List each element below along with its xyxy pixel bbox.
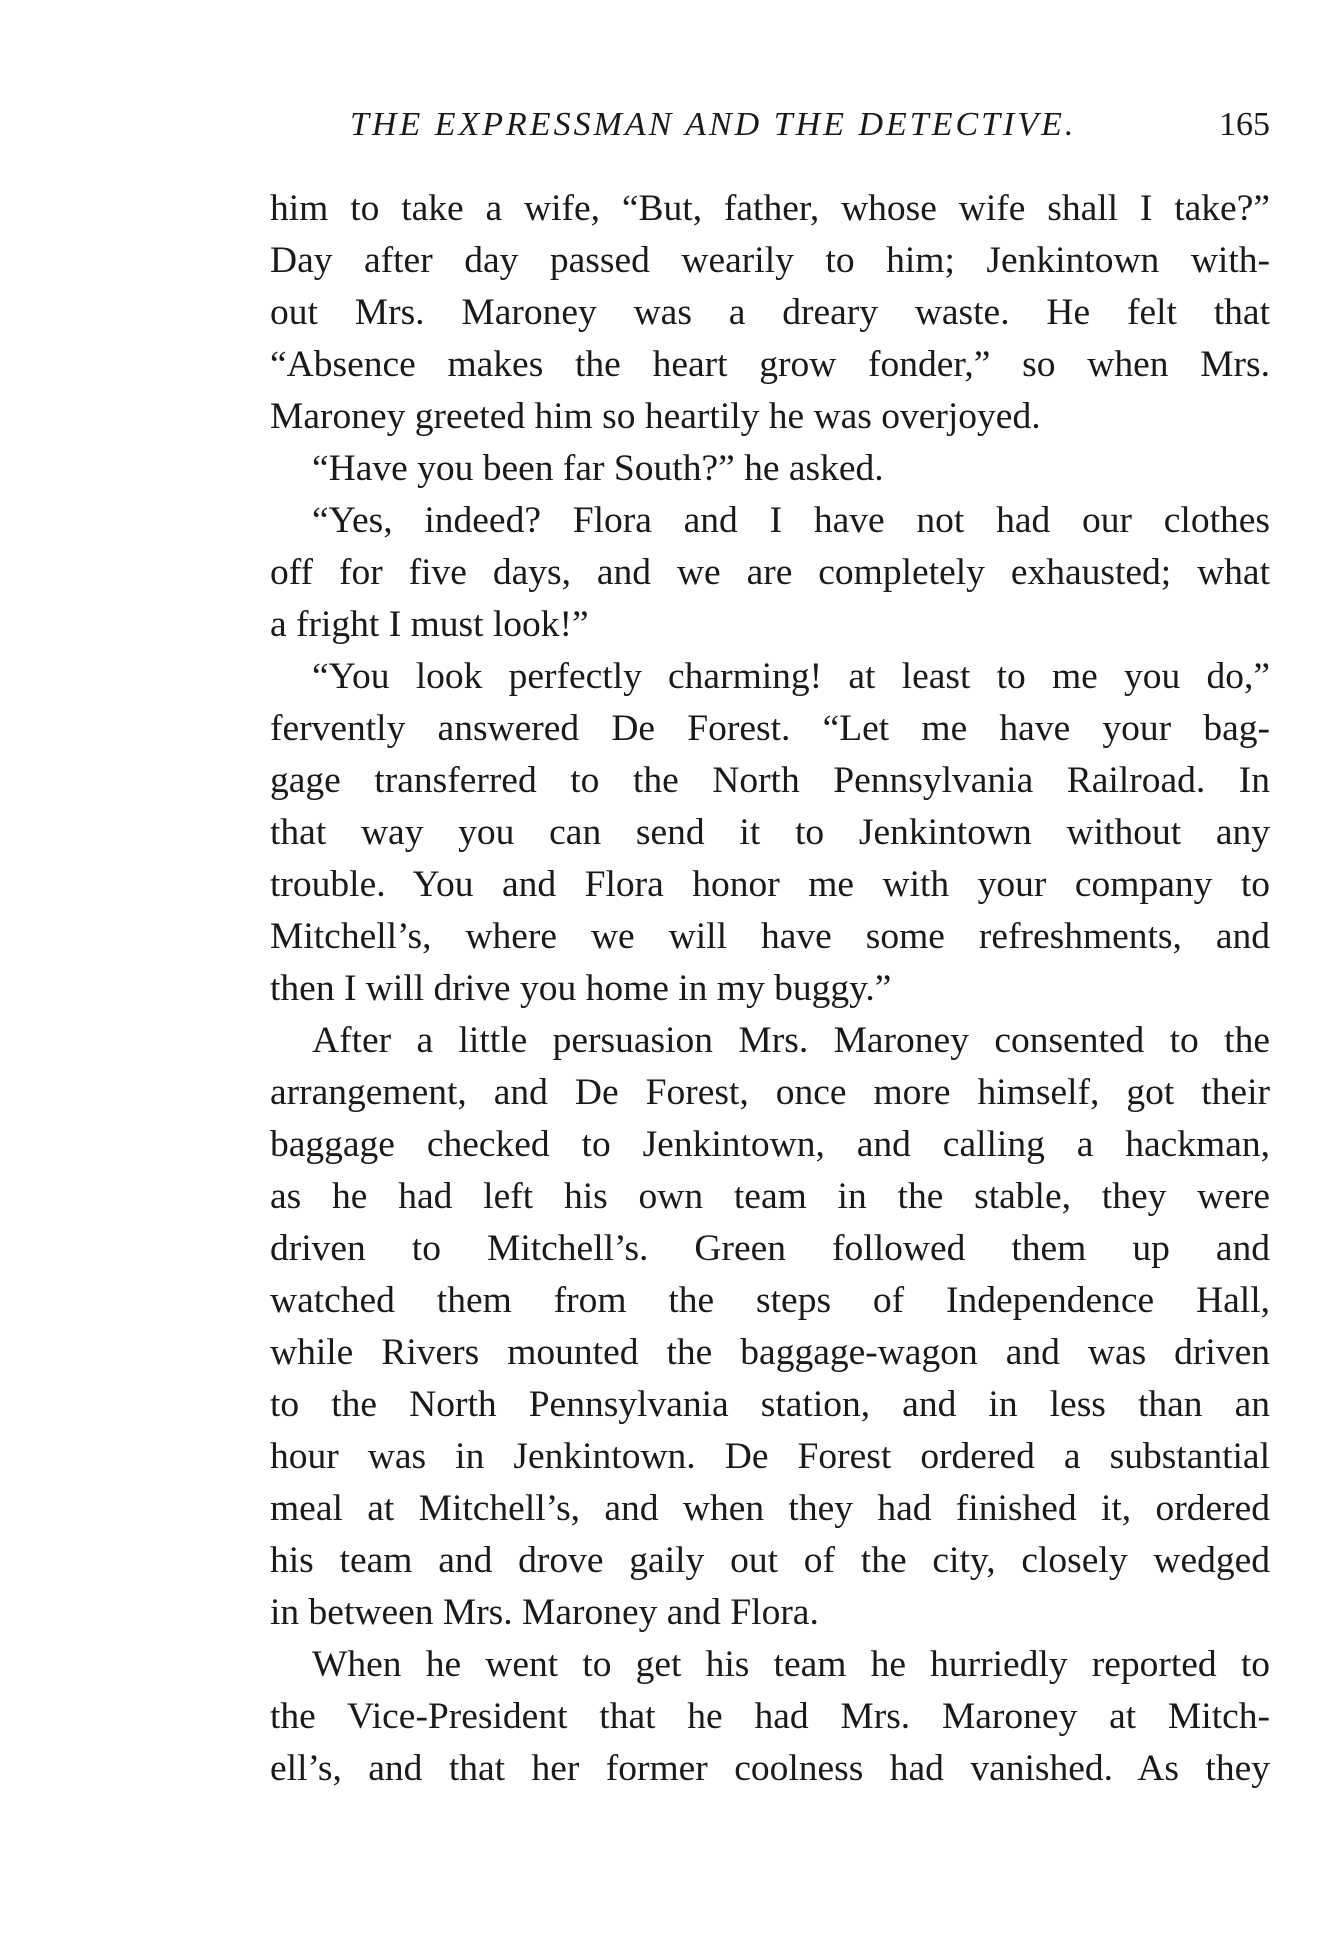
text-line: When he went to get his team he hurriedly reported to: [312, 1644, 1270, 1685]
chapter-title: THE EXPRESSMAN AND THE DETECTIVE.: [350, 106, 1077, 143]
text-line: baggage checked to Jenkintown, and calling a hackman,: [270, 1124, 1270, 1165]
text-line: Mitchell’s, where we will have some refreshments, and: [270, 916, 1270, 957]
text-line: while Rivers mounted the baggage-wagon and was driven: [270, 1332, 1270, 1373]
text-line: the Vice-President that he had Mrs. Maroney at Mitch-: [270, 1696, 1270, 1737]
text-line: gage transferred to the North Pennsylvania Railroad. In: [270, 760, 1270, 801]
text-line: that way you can send it to Jenkintown without any: [270, 812, 1270, 853]
text-line: him to take a wife, “But, father, whose wife shall I take?”: [270, 188, 1270, 229]
text-line: trouble. You and Flora honor me with your company to: [270, 864, 1270, 905]
text-line: then I will drive you home in my buggy.”: [270, 968, 892, 1009]
running-head: [350, 106, 1270, 156]
text-line: off for five days, and we are completely exhausted; what: [270, 552, 1270, 593]
text-line: ell’s, and that her former coolness had vanished. As they: [270, 1748, 1270, 1789]
body-text: [270, 183, 1270, 1795]
text-line: driven to Mitchell’s. Green followed them up and: [270, 1228, 1270, 1269]
text-line: watched them from the steps of Independence Hall,: [270, 1280, 1270, 1321]
text-line: “Have you been far South?” he asked.: [312, 448, 884, 489]
text-line: meal at Mitchell’s, and when they had finished it, ordered: [270, 1488, 1270, 1529]
text-line: fervently answered De Forest. “Let me have your bag-: [270, 708, 1270, 749]
text-line: a fright I must look!”: [270, 604, 589, 645]
text-line: arrangement, and De Forest, once more himself, got their: [270, 1072, 1270, 1113]
text-line: as he had left his own team in the stable, they were: [270, 1176, 1270, 1217]
text-line: Day after day passed wearily to him; Jenkintown with-: [270, 240, 1270, 281]
text-line: Maroney greeted him so heartily he was overjoyed.: [270, 396, 1041, 437]
page-number: 165: [1219, 106, 1270, 143]
text-line: After a little persuasion Mrs. Maroney consented to the: [312, 1020, 1270, 1061]
text-line: hour was in Jenkintown. De Forest ordered a substantial: [270, 1436, 1270, 1477]
text-line: in between Mrs. Maroney and Flora.: [270, 1592, 819, 1633]
text-line: out Mrs. Maroney was a dreary waste. He felt that: [270, 292, 1270, 333]
text-line: to the North Pennsylvania station, and in less than an: [270, 1384, 1270, 1425]
text-line: “Absence makes the heart grow fonder,” so when Mrs.: [270, 344, 1270, 385]
text-line: his team and drove gaily out of the city, closely wedged: [270, 1540, 1270, 1581]
text-line: “You look perfectly charming! at least to me you do,”: [312, 656, 1270, 697]
text-line: “Yes, indeed? Flora and I have not had our clothes: [312, 500, 1270, 541]
